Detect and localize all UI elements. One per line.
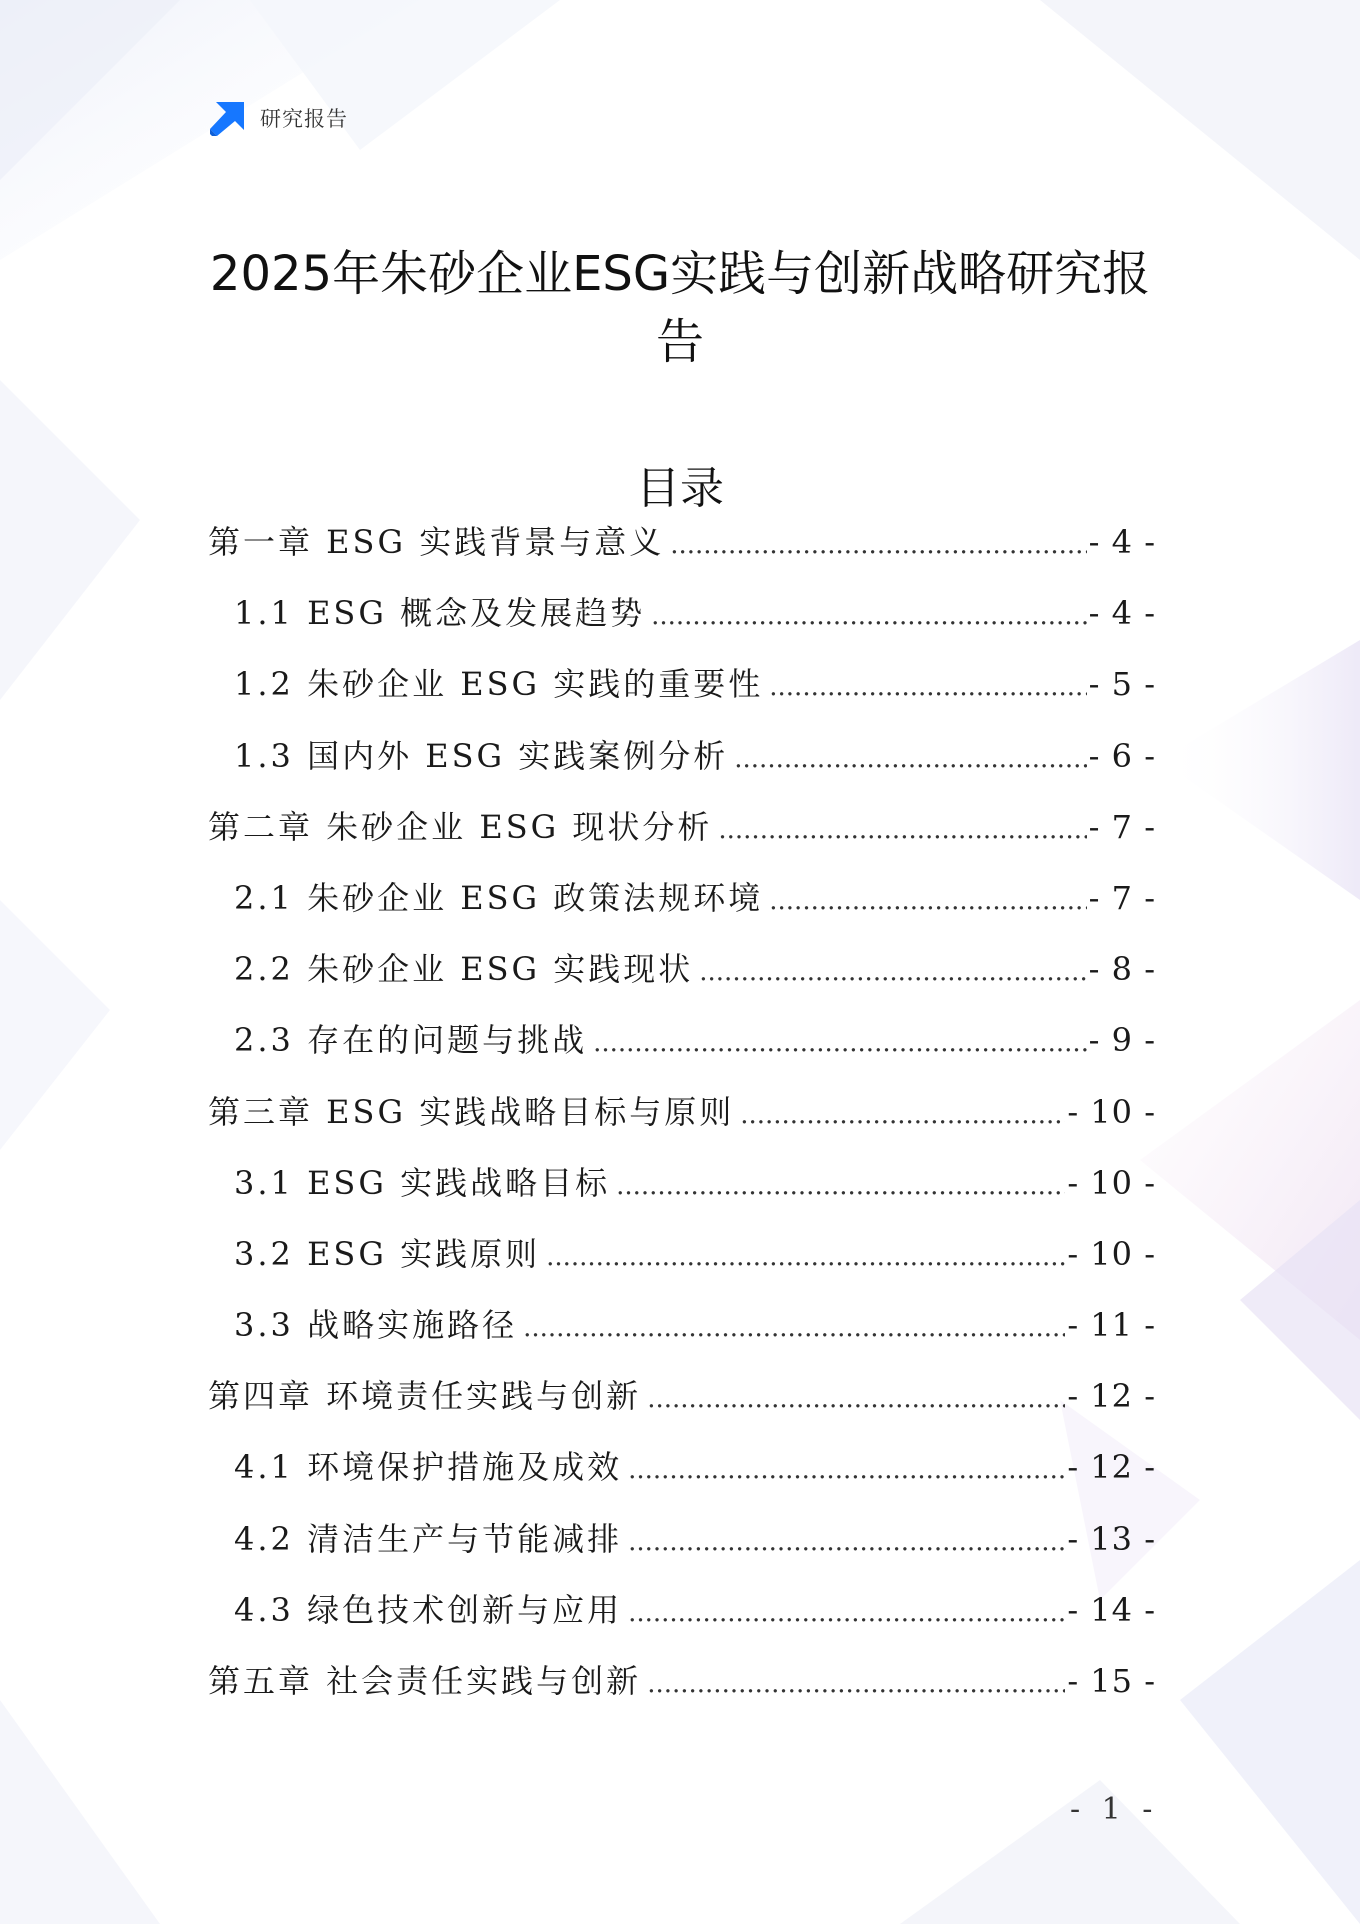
toc-dot-leader — [734, 744, 1086, 774]
toc-page-number: - 11 - — [1067, 1306, 1156, 1345]
toc-page-number: - 15 - — [1067, 1662, 1156, 1700]
toc-page-number: - 10 - — [1067, 1092, 1156, 1131]
toc-dot-leader — [651, 601, 1087, 631]
arrow-up-right-logo-icon — [208, 100, 246, 136]
toc-dot-leader — [523, 1313, 1065, 1343]
toc-dot-leader — [670, 530, 1086, 560]
toc-entry-title: 4.1 环境保护措施及成效 — [234, 1448, 623, 1487]
toc-entry[interactable] — [208, 873, 1156, 944]
toc-page-number: - 4 - — [1088, 594, 1156, 633]
toc-dot-leader — [616, 1171, 1065, 1201]
toc-entry[interactable] — [208, 1158, 1156, 1229]
toc-entry[interactable] — [208, 1087, 1156, 1158]
toc-dot-leader — [769, 886, 1086, 916]
toc-dot-leader — [628, 1598, 1065, 1628]
toc-page-number: - 12 - — [1067, 1448, 1156, 1487]
toc-page-number: - 12 - — [1067, 1377, 1156, 1416]
toc-page-number: - 6 - — [1088, 736, 1156, 775]
toc-page-number: - 8 - — [1088, 950, 1156, 989]
toc-entry-title: 第五章 社会责任实践与创新 — [208, 1662, 642, 1700]
toc-dot-leader — [546, 1242, 1065, 1272]
toc-entry-title: 1.3 国内外 ESG 实践案例分析 — [234, 736, 729, 775]
toc-dot-leader — [740, 1100, 1065, 1130]
toc-entry-title: 3.2 ESG 实践原则 — [234, 1234, 541, 1273]
toc-dot-leader — [647, 1384, 1065, 1414]
toc-entry[interactable] — [208, 802, 1156, 873]
toc-entry-title: 3.3 战略实施路径 — [234, 1306, 518, 1345]
toc-entry[interactable] — [208, 1656, 1156, 1727]
toc-entry[interactable] — [208, 944, 1156, 1015]
toc-entry[interactable] — [208, 1514, 1156, 1585]
toc-entry-title: 2.2 朱砂企业 ESG 实践现状 — [234, 950, 694, 989]
toc-page-number: - 7 - — [1088, 807, 1156, 846]
toc-entry-title: 1.2 朱砂企业 ESG 实践的重要性 — [234, 665, 764, 704]
toc-entry[interactable] — [208, 1229, 1156, 1300]
toc-page-number: - 10 - — [1067, 1234, 1156, 1273]
toc-entry[interactable] — [208, 659, 1156, 730]
toc-entry[interactable] — [208, 1442, 1156, 1513]
page-number-footer: - 1 - — [1070, 1792, 1159, 1827]
toc-entry[interactable] — [208, 517, 1156, 588]
toc-page-number: - 7 - — [1088, 878, 1156, 917]
toc-entry[interactable] — [208, 731, 1156, 802]
toc-entry-title: 第四章 环境责任实践与创新 — [208, 1377, 642, 1416]
report-header — [208, 100, 348, 136]
toc-dot-leader — [628, 1527, 1065, 1557]
toc-entry[interactable] — [208, 1015, 1156, 1086]
toc-entry-title: 3.1 ESG 实践战略目标 — [234, 1163, 611, 1202]
toc-dot-leader — [647, 1669, 1065, 1699]
toc-entry[interactable] — [208, 1300, 1156, 1371]
toc-dot-leader — [718, 815, 1086, 845]
toc-entry-title: 第二章 朱砂企业 ESG 现状分析 — [208, 807, 713, 846]
toc-page-number: - 5 - — [1088, 665, 1156, 704]
toc-entry-title: 4.3 绿色技术创新与应用 — [234, 1590, 623, 1629]
toc-entry-title: 1.1 ESG 概念及发展趋势 — [234, 594, 646, 633]
toc-entry-title: 2.3 存在的问题与挑战 — [234, 1021, 588, 1060]
toc-dot-leader — [593, 1028, 1087, 1058]
toc-page-number: - 14 - — [1067, 1590, 1156, 1629]
header-label: 研究报告 — [260, 107, 348, 131]
toc-entry-title: 2.1 朱砂企业 ESG 政策法规环境 — [234, 878, 764, 917]
toc-dot-leader — [699, 957, 1086, 987]
toc-entry-title: 4.2 清洁生产与节能减排 — [234, 1519, 623, 1558]
toc-page-number: - 4 - — [1088, 523, 1156, 561]
toc-entry[interactable] — [208, 588, 1156, 659]
toc-dot-leader — [628, 1455, 1065, 1485]
toc-entry-title: 第三章 ESG 实践战略目标与原则 — [208, 1092, 735, 1131]
toc-page-number: - 13 - — [1067, 1519, 1156, 1558]
toc-heading: 目录 — [636, 463, 724, 514]
toc-dot-leader — [769, 672, 1086, 702]
toc-entry-title: 第一章 ESG 实践背景与意义 — [208, 523, 665, 561]
document-title: 2025年朱砂企业ESG实践与创新战略研究报告 — [209, 246, 1151, 370]
toc-page-number: - 9 - — [1088, 1021, 1156, 1060]
toc-entry[interactable] — [208, 1585, 1156, 1656]
toc-page-number: - 10 - — [1067, 1163, 1156, 1202]
toc-entry[interactable] — [208, 1371, 1156, 1442]
table-of-contents — [208, 517, 1156, 1727]
